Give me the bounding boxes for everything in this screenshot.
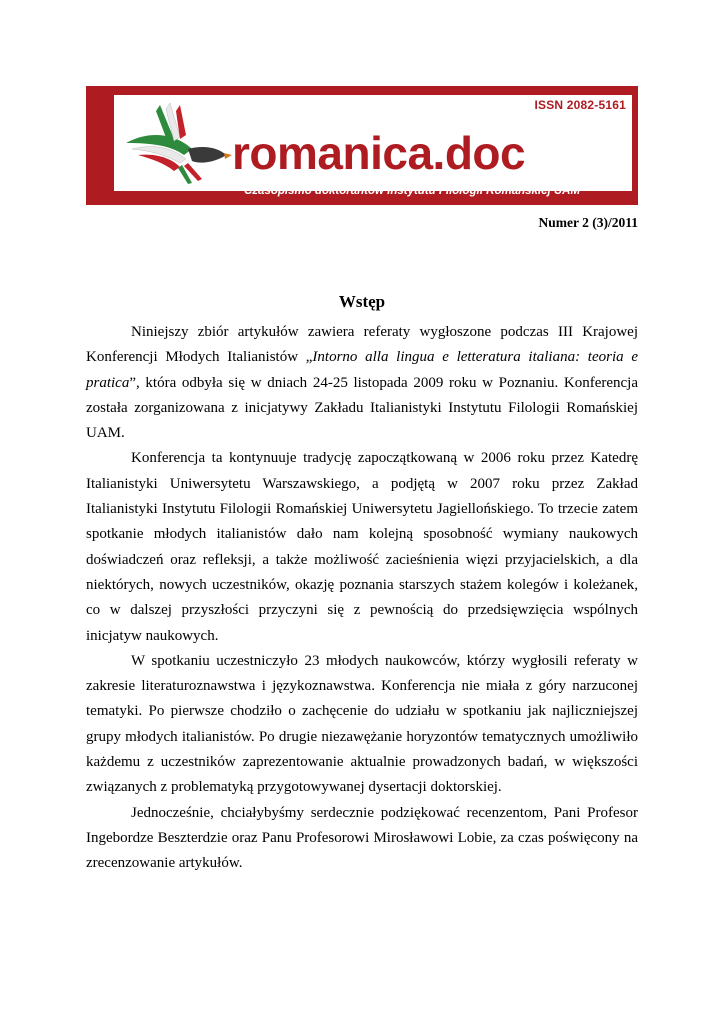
page-title: Wstęp (338, 292, 386, 311)
paragraph-text: Niniejszy zbiór artykułów zawiera referaty wygłoszone podczas III Krajowej Konferencji Młodych Italianistów „ (86, 324, 638, 366)
paragraph: Konferencja ta kontynuuje tradycję zapoczątkowaną w 2006 roku przez Katedrę Italianistyki Uniwersytetu Warszawskiego, a podjętą w 2007 roku przez Zakład Italianistyki Instytutu Filologii Romańskiej Uniwersytetu Jagiellońskiego. To trzecie zatem spotkanie młodych italianistów dało nam kolejną sposobność wymiany naukowych doświadczeń oraz refleksji, a także możliwość zacieśnienia więzi przyjacielskich, a dla niektórych, nowych uczestników, okazję poznania starszych stażem kolegów i koleżanek, co w dalszej przyszłości przyczyni się z pewnością do przedsięwzięcia wspólnych inicjatyw naukowych. (86, 450, 638, 644)
conference-title: Intorno alla lingua e letteratura italiana: teoria e pratica (86, 349, 639, 391)
paragraph: W spotkaniu uczestniczyło 23 młodych naukowców, którzy wygłosili referaty w zakresie literaturoznawstwa i językoznawstwa. Konferencja nie miała z góry narzuconej tematyki. Po pierwsze chodziło o zachęcenie do udziału w spotkaniu jak najliczniejszej grupy młodych italianistów. Po drugie niezawężanie horyzontów tematycznych umożliwiło każdemu z uczestników zaprezentowanie aktualnie prowadzonych badań, w większości związanych z problematyką przygotowywanej dysertacji doktorskiej. (86, 652, 638, 796)
paragraph: Jednocześnie, chciałybyśmy serdecznie podziękować recenzentom, Pani Profesor Ingebordze Beszterdzie oraz Panu Profesorowi Mirosławowi Lobie, za czas poświęcony na zrecenzowanie artykułów. (86, 804, 638, 872)
journal-banner (86, 86, 638, 205)
issue-number: Numer 2 (3)/2011 (538, 215, 638, 230)
wordmark-main: romanica. (232, 127, 445, 179)
journal-wordmark (232, 129, 525, 177)
wordmark-doc: doc (444, 127, 526, 179)
issn-label: ISSN 2082-5161 (534, 98, 626, 112)
bird-logo-icon (122, 99, 232, 187)
paragraph-text: ”, która odbyła się w dniach 24-25 listopada 2009 roku w Poznaniu. Konferencja została zorganizowana z inicjatywy Zakładu Italianistyki Instytutu Filologii Romańskiej UAM. (86, 374, 638, 442)
journal-subtitle: Czasopismo doktorantów Instytutu Filologii Romańskiej UAM (244, 185, 581, 197)
article-body (86, 320, 638, 877)
banner-inner (114, 95, 632, 191)
paragraph (86, 320, 638, 446)
